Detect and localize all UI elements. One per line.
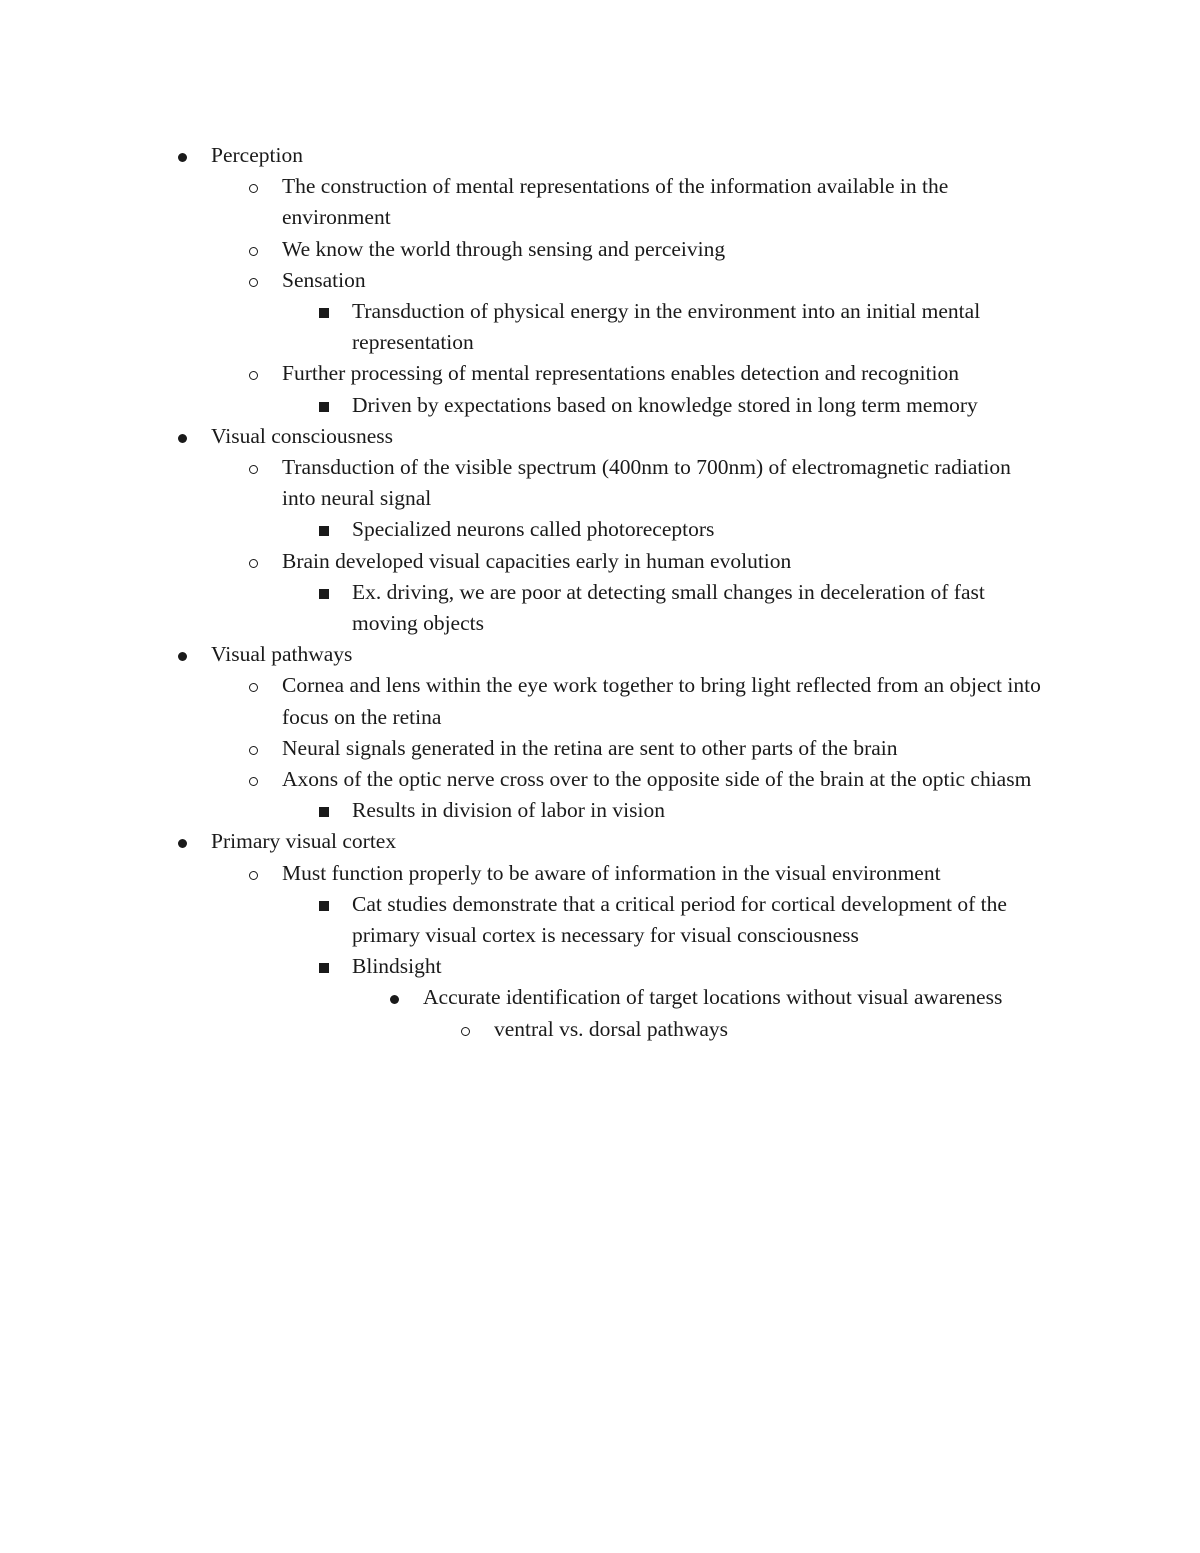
outline-text: Cornea and lens within the eye work together to bring light reflected from an object into focus on the retina <box>282 673 1041 729</box>
circle-bullet-icon <box>249 247 258 256</box>
outline-text: Perception <box>211 143 303 167</box>
square-bullet-icon <box>319 963 329 973</box>
outline-item <box>282 733 1042 764</box>
outline-text: Ex. driving, we are poor at detecting small changes in deceleration of fast moving objects <box>352 579 985 636</box>
outline-item <box>352 514 1052 545</box>
outline-item-primary-visual-cortex <box>211 826 1061 857</box>
outline-text: The construction of mental representations of the information available in the environment <box>282 174 949 230</box>
outline-item-visual-consciousness <box>211 421 1061 452</box>
outline-item <box>282 265 1042 296</box>
outline-text: Results in division of labor in vision <box>352 798 665 823</box>
circle-bullet-icon <box>249 465 258 474</box>
square-bullet-icon <box>319 589 329 599</box>
outline-item <box>282 234 1042 265</box>
outline-item-visual-pathways <box>211 639 1061 670</box>
outline-item <box>352 390 1052 421</box>
circle-bullet-icon <box>249 777 258 786</box>
disc-bullet-icon <box>390 995 399 1004</box>
outline-text: Brain developed visual capacities early in human evolution <box>282 548 792 573</box>
outline-item <box>282 452 1042 514</box>
square-bullet-icon <box>319 402 329 412</box>
circle-bullet-icon <box>249 371 258 380</box>
notes-outline <box>0 140 1200 1045</box>
square-bullet-icon <box>319 308 329 318</box>
circle-bullet-icon <box>249 278 258 287</box>
circle-bullet-icon <box>249 683 258 692</box>
outline-text: Sensation <box>282 267 366 292</box>
outline-text: ventral vs. dorsal pathways <box>494 1016 729 1041</box>
circle-bullet-icon <box>249 559 258 568</box>
square-bullet-icon <box>319 901 329 911</box>
disc-bullet-icon <box>178 839 187 848</box>
outline-text: Transduction of physical energy in the environment into an initial mental representation <box>352 299 981 355</box>
disc-bullet-icon <box>178 434 187 443</box>
outline-item-perception <box>211 140 1061 171</box>
circle-bullet-icon <box>249 184 258 193</box>
outline-item <box>352 296 1052 358</box>
outline-item <box>282 858 1042 889</box>
square-bullet-icon <box>319 807 329 817</box>
outline-text: Neural signals generated in the retina are sent to other parts of the brain <box>282 735 898 760</box>
outline-item <box>423 982 1083 1013</box>
outline-text: Visual consciousness <box>211 423 394 448</box>
circle-bullet-icon <box>249 746 258 755</box>
disc-bullet-icon <box>178 652 187 661</box>
outline-item <box>352 577 1052 639</box>
outline-item <box>282 171 1042 233</box>
outline-item <box>282 764 1042 795</box>
outline-text: Cat studies demonstrate that a critical period for cortical development of the primary visual cortex is necessary for visual consciousness <box>352 891 1007 948</box>
outline-text: Must function properly to be aware of information in the visual environment <box>282 860 941 885</box>
outline-text: Further processing of mental representations enables detection and recognition <box>282 361 960 386</box>
outline-text: Specialized neurons called photoreceptors <box>352 517 715 542</box>
disc-bullet-icon <box>178 153 187 162</box>
outline-text: We know the world through sensing and perceiving <box>282 236 726 261</box>
circle-bullet-icon <box>249 871 258 880</box>
outline-text: Blindsight <box>352 954 442 979</box>
outline-text: Accurate identification of target locations without visual awareness <box>423 985 1003 1010</box>
outline-item <box>282 358 1042 389</box>
outline-item <box>282 670 1042 732</box>
outline-item <box>494 1014 1054 1045</box>
outline-item <box>352 951 1052 982</box>
outline-text: Axons of the optic nerve cross over to the opposite side of the brain at the optic chiasm <box>282 767 1032 792</box>
outline-text: Primary visual cortex <box>211 829 397 854</box>
outline-text: Transduction of the visible spectrum (400nm to 700nm) of electromagnetic radiation into neural signal <box>282 455 1011 511</box>
outline-item <box>352 795 1052 826</box>
outline-text: Visual pathways <box>211 642 353 667</box>
outline-item <box>282 546 1042 577</box>
square-bullet-icon <box>319 526 329 536</box>
outline-item <box>352 889 1052 951</box>
outline-text: Driven by expectations based on knowledge stored in long term memory <box>352 392 978 417</box>
circle-bullet-icon <box>461 1027 470 1036</box>
